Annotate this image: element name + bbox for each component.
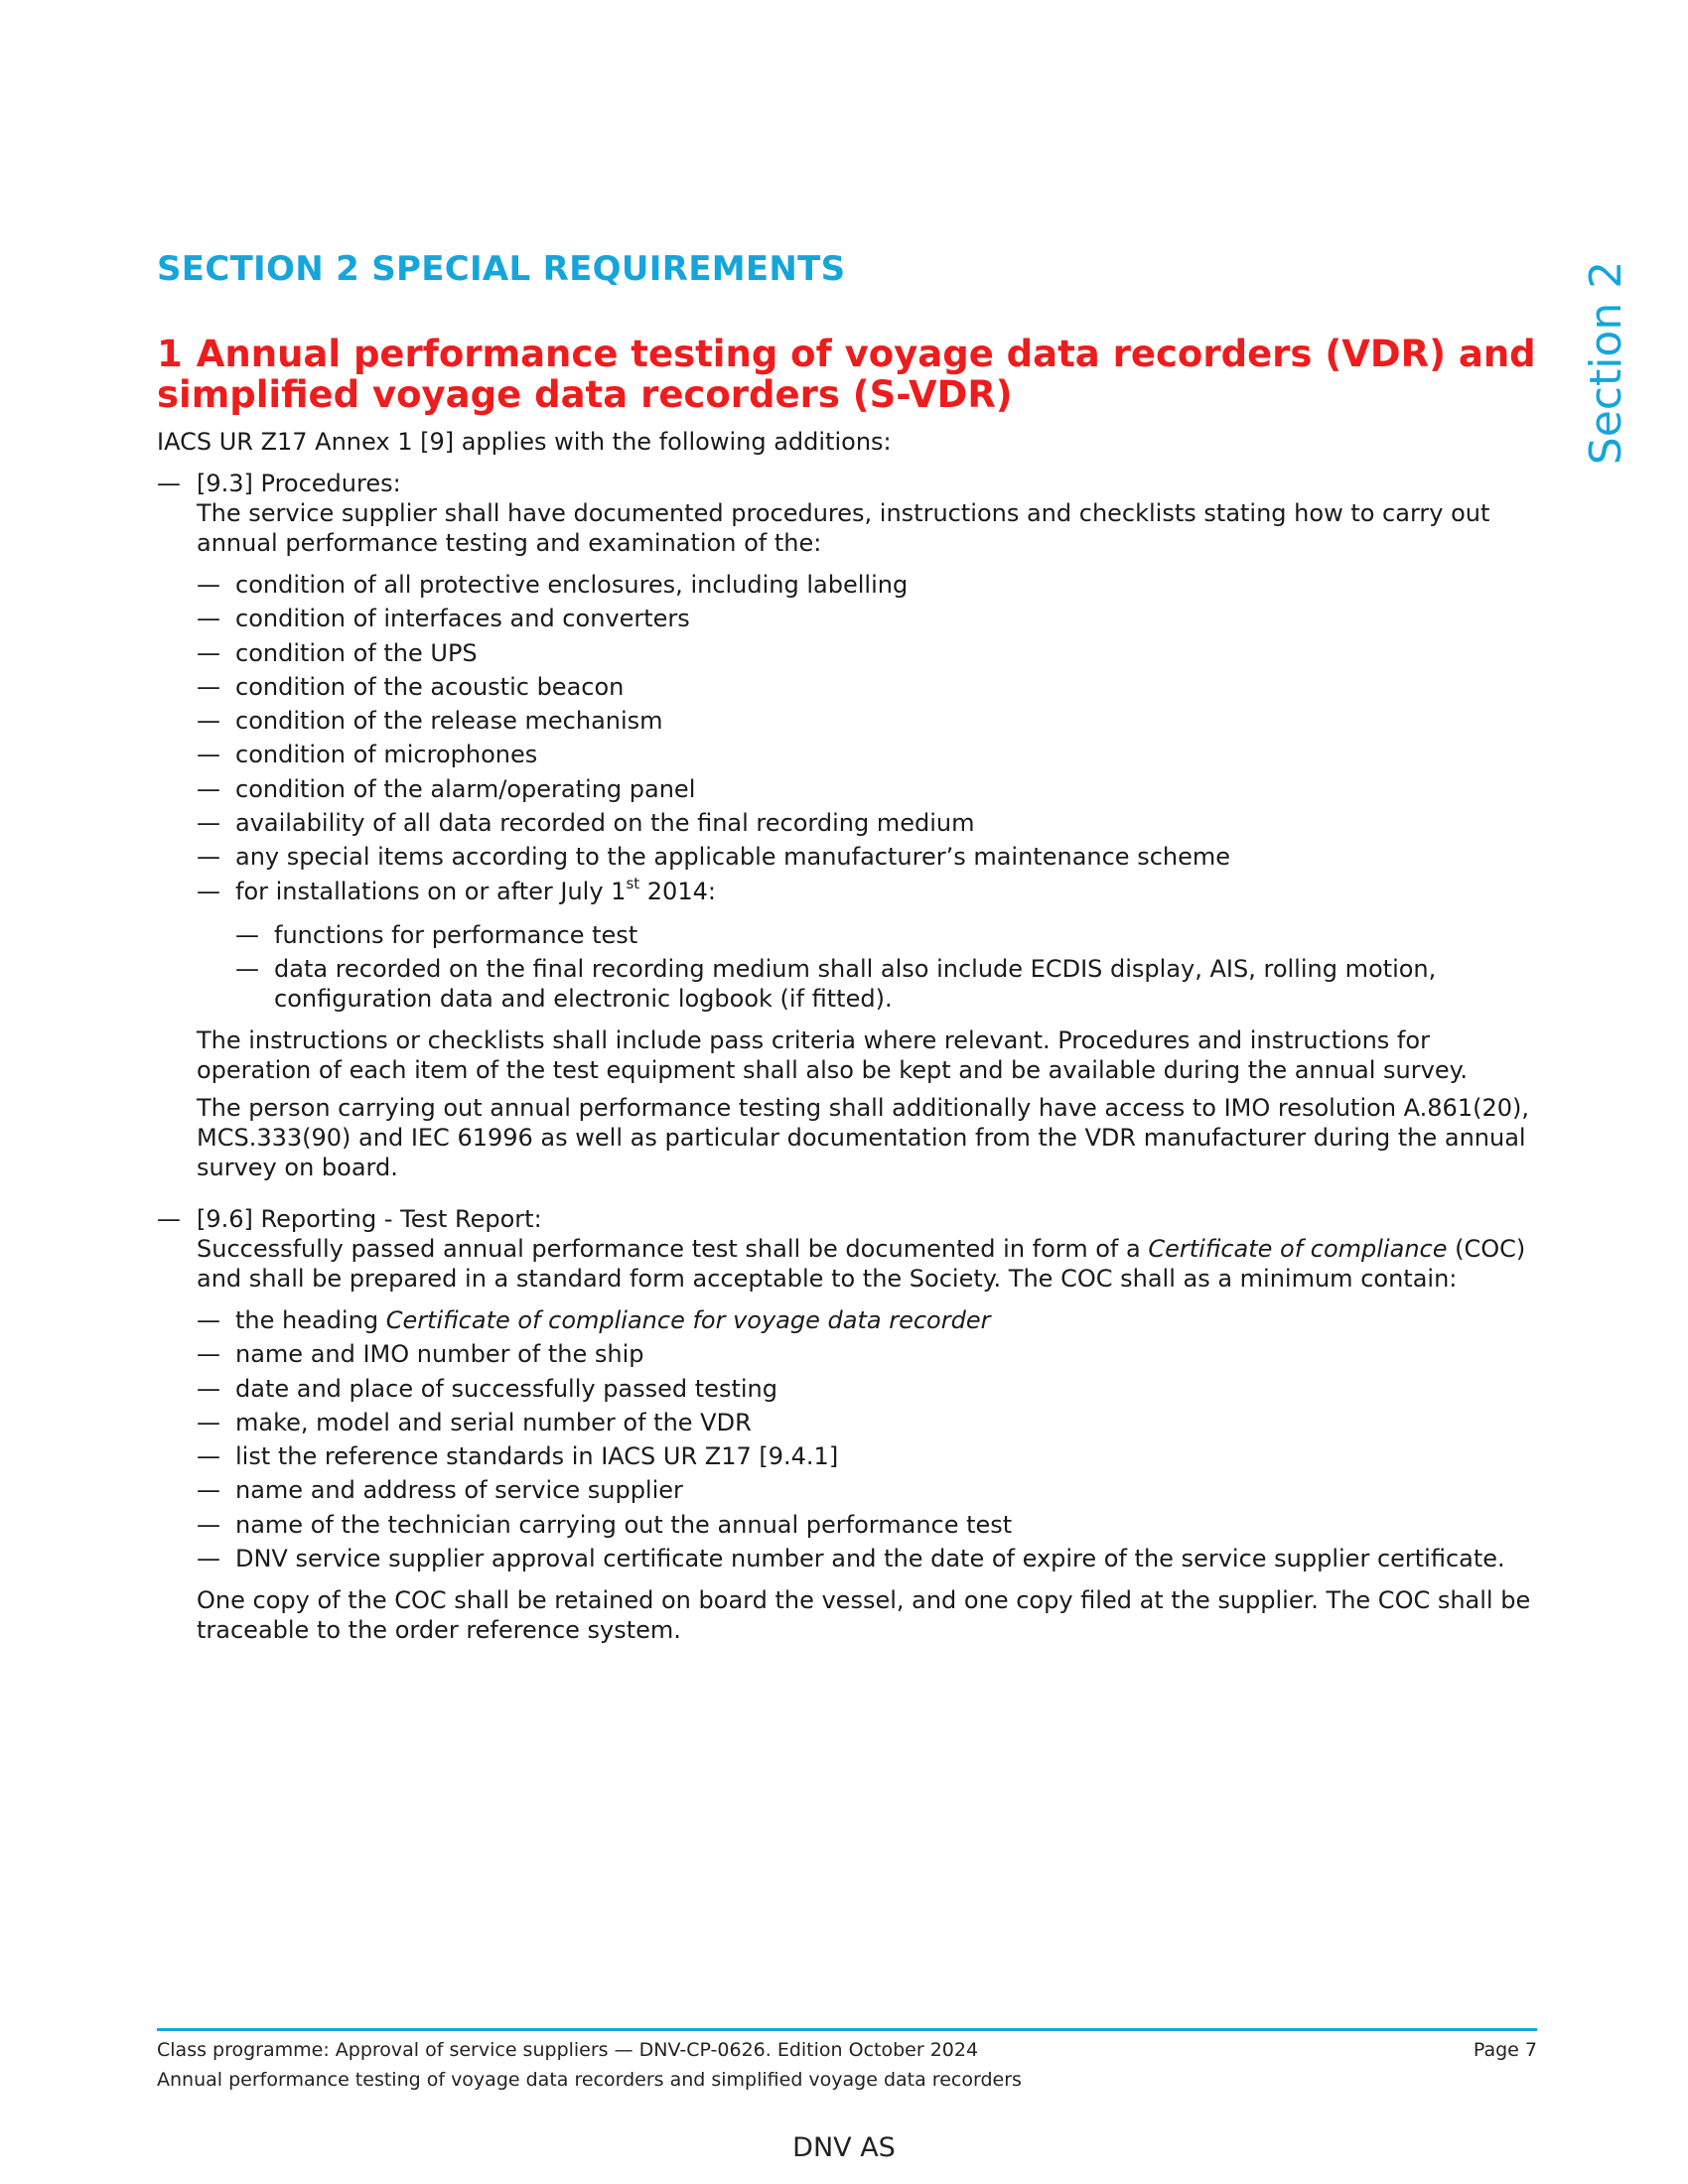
list-item xyxy=(197,1475,1537,1505)
sublist-item xyxy=(235,920,1537,950)
reporting-block xyxy=(157,1204,1537,1645)
list-item-text: for installations on or after July 1 xyxy=(235,877,627,905)
list-dash: — xyxy=(197,843,220,872)
procedures-text: The service supplier shall have documented procedures, instructions and checklists stating how to carry out annual performance testing and examination of the: xyxy=(197,499,1490,557)
list-dash: — xyxy=(197,1305,220,1334)
procedures-block xyxy=(157,469,1537,1182)
page-content xyxy=(157,246,1537,1653)
list-item xyxy=(197,1374,1537,1404)
list-item-installations xyxy=(197,874,1537,1014)
page-number: Page 7 xyxy=(1473,2039,1537,2061)
section-heading: SECTION 2 SPECIAL REQUIREMENTS xyxy=(157,249,846,289)
footer-rule xyxy=(157,2028,1537,2031)
list-dash: — xyxy=(157,1204,181,1233)
list-dash: — xyxy=(197,1374,220,1403)
footer-line-1 xyxy=(157,2038,1537,2062)
section-side-tab-label: Section 2 xyxy=(1581,260,1632,465)
chapter-number: 1 xyxy=(157,333,183,375)
list-item xyxy=(197,604,1537,633)
sublist-item-text: data recorded on the final recording medium shall also include ECDIS display, AIS, rolling motion, configuration data and electronic logbook (if fitted). xyxy=(274,954,1437,1013)
reporting-text xyxy=(197,1234,1537,1294)
list-dash: — xyxy=(197,638,220,667)
reporting-text-italic: Certificate of compliance xyxy=(1148,1234,1448,1263)
intro-text: IACS UR Z17 Annex 1 [9] applies with the following additions: xyxy=(157,428,892,456)
reporting-label: [9.6] Reporting - Test Report: xyxy=(197,1204,542,1233)
list-item-text-year: 2014: xyxy=(639,877,716,905)
list-item-text: condition of microphones xyxy=(235,741,538,769)
list-item-text: name of the technician carrying out the annual performance test xyxy=(235,1510,1013,1539)
installations-sublist xyxy=(235,920,1537,1014)
list-dash: — xyxy=(197,672,220,701)
list-item xyxy=(197,1544,1537,1573)
list-item xyxy=(197,672,1537,702)
footer-chapter-title: Annual performance testing of voyage data recorders and simplified voyage data recorders xyxy=(157,2069,1022,2091)
list-dash: — xyxy=(197,809,220,838)
reporting-closing: One copy of the COC shall be retained on board the vessel, and one copy filed at the supplier. The COC shall be traceable to the order reference system. xyxy=(197,1586,1531,1645)
sublist-item-text: functions for performance test xyxy=(274,920,638,949)
list-item-text: condition of the alarm/operating panel xyxy=(235,774,696,803)
list-dash: — xyxy=(235,954,259,983)
list-item xyxy=(197,706,1537,736)
sublist-item xyxy=(235,954,1537,1014)
list-item xyxy=(197,1441,1537,1471)
list-dash: — xyxy=(197,1476,220,1505)
list-item-text: name and IMO number of the ship xyxy=(235,1340,644,1369)
company-name: DNV AS xyxy=(792,2132,896,2163)
list-item-text: condition of the release mechanism xyxy=(235,707,663,736)
chapter-title: Annual performance testing of voyage data recorders (VDR) and simplified voyage data recorders (S-VDR) xyxy=(157,333,1536,416)
list-item xyxy=(197,1305,1537,1335)
procedures-paragraph-1: The instructions or checklists shall include pass criteria where relevant. Procedures and instructions for operation of each item of the test equipment shall also be kept and be available during the annual survey. xyxy=(197,1025,1469,1084)
list-item-text: list the reference standards in IACS UR Z17 [9.4.1] xyxy=(235,1442,839,1471)
list-dash: — xyxy=(197,774,220,803)
list-item-text: availability of all data recorded on the final recording medium xyxy=(235,809,975,838)
list-dash: — xyxy=(197,1408,220,1436)
list-dash: — xyxy=(235,920,259,949)
list-dash: — xyxy=(197,605,220,633)
list-item xyxy=(197,1339,1537,1369)
list-item xyxy=(197,638,1537,668)
procedures-paragraph-2: The person carrying out annual performance testing shall additionally have access to IMO resolution A.861(20), MCS.333(90) and IEC 61996 as well as particular documentation from the VDR manufacturer during the annual survey on board. xyxy=(197,1093,1529,1181)
list-dash: — xyxy=(197,1340,220,1369)
list-dash: — xyxy=(197,1510,220,1539)
list-item xyxy=(197,1408,1537,1437)
list-item-text: condition of the acoustic beacon xyxy=(235,672,625,701)
list-item-text: condition of interfaces and converters xyxy=(235,605,690,633)
list-dash: — xyxy=(197,1545,220,1573)
list-item xyxy=(197,740,1537,769)
list-dash: — xyxy=(157,470,181,497)
section-side-tab xyxy=(1547,258,1666,467)
list-item xyxy=(197,570,1537,600)
list-item xyxy=(197,1510,1537,1540)
list-item-text: condition of all protective enclosures, including labelling xyxy=(235,571,909,599)
list-dash: — xyxy=(197,707,220,736)
footer-line-2 xyxy=(157,2068,1537,2092)
list-item-text: make, model and serial number of the VDR xyxy=(235,1408,752,1436)
coc-contents-list xyxy=(197,1305,1537,1573)
footer-document-title: Class programme: Approval of service suppliers — DNV-CP-0626. Edition October 2024 xyxy=(157,2039,979,2061)
chapter-heading xyxy=(157,334,1537,415)
procedures-label: [9.3] Procedures: xyxy=(197,470,401,497)
list-item xyxy=(197,808,1537,838)
procedures-list xyxy=(197,570,1537,1014)
list-dash: — xyxy=(197,571,220,599)
list-item-text: name and address of service supplier xyxy=(235,1476,683,1505)
reporting-text-end: (COC) and shall be prepared in a standard form acceptable to the Society. The COC shall as a minimum contain: xyxy=(197,1234,1526,1293)
reporting-text-start: Successfully passed annual performance test shall be documented in form of a xyxy=(197,1234,1149,1263)
list-item-text: DNV service supplier approval certificate number and the date of expire of the service supplier certificate. xyxy=(235,1545,1505,1573)
list-dash: — xyxy=(197,877,220,905)
list-item-text: the heading xyxy=(235,1305,386,1334)
list-dash: — xyxy=(197,1442,220,1471)
ordinal-suffix: st xyxy=(626,874,640,892)
list-dash: — xyxy=(197,741,220,769)
list-item-text: any special items according to the applicable manufacturer’s maintenance scheme xyxy=(235,843,1231,872)
list-item-italic: Certificate of compliance for voyage data recorder xyxy=(385,1305,991,1334)
list-item-text: condition of the UPS xyxy=(235,638,478,667)
list-item-text: date and place of successfully passed testing xyxy=(235,1374,777,1403)
list-item xyxy=(197,774,1537,804)
list-item xyxy=(197,842,1537,872)
